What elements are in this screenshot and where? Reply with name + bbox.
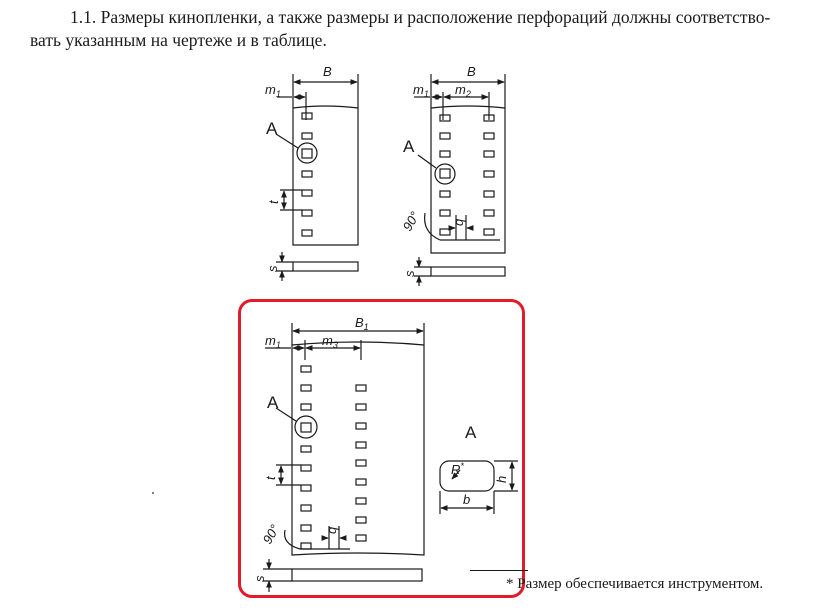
footnote xyxy=(506,576,763,593)
film-section xyxy=(431,267,505,276)
label-s: s xyxy=(252,575,267,582)
label-angle: 90° xyxy=(259,521,283,547)
angle-arc xyxy=(425,213,440,240)
label-t: t xyxy=(263,476,278,480)
film-strip xyxy=(293,106,358,245)
film-section xyxy=(293,262,358,271)
perforation-row-right xyxy=(484,115,494,235)
footnote-text: Размер обеспечивается инструментом. xyxy=(517,576,764,592)
label-t: t xyxy=(266,200,281,204)
film-drawing-1 xyxy=(276,74,358,281)
label-A: A xyxy=(403,137,415,156)
label-m1: $m_1$ xyxy=(265,82,281,99)
label-b: b xyxy=(463,492,471,507)
detail-circle-A xyxy=(435,164,455,184)
label-A: A xyxy=(267,393,279,412)
footnote-mark: * xyxy=(506,576,514,592)
label-h: h xyxy=(494,475,509,483)
label-B: B xyxy=(323,64,332,79)
label-s: s xyxy=(402,270,417,277)
label-m2: $m_2$ xyxy=(455,82,471,99)
perforation-row-left xyxy=(440,115,450,235)
label-m3: $m_3$ xyxy=(322,333,338,350)
label-B: B xyxy=(467,64,476,79)
label-angle: 90° xyxy=(399,208,423,234)
label-q: q xyxy=(324,526,339,534)
paragraph-text: 1.1. Размеры кинопленки, а также размеры и расположение перфораций должны соответство-вать указанным на чертеже и в таблице. xyxy=(30,7,771,50)
footnote-rule xyxy=(470,570,528,571)
label-A: A xyxy=(266,119,278,138)
label-R: R* xyxy=(451,461,464,477)
label-m1: $m_1$ xyxy=(265,333,281,350)
label-m1: $m_1$ xyxy=(413,82,429,99)
perforation-row xyxy=(302,113,312,236)
label-B1: $B_1$ xyxy=(355,315,369,332)
highlight-box xyxy=(238,299,525,598)
film-drawing-2 xyxy=(414,74,505,286)
detail-circle-A xyxy=(297,143,317,163)
label-s: s xyxy=(265,265,280,272)
detail-title: A xyxy=(465,423,477,442)
label-q: q xyxy=(451,218,466,226)
